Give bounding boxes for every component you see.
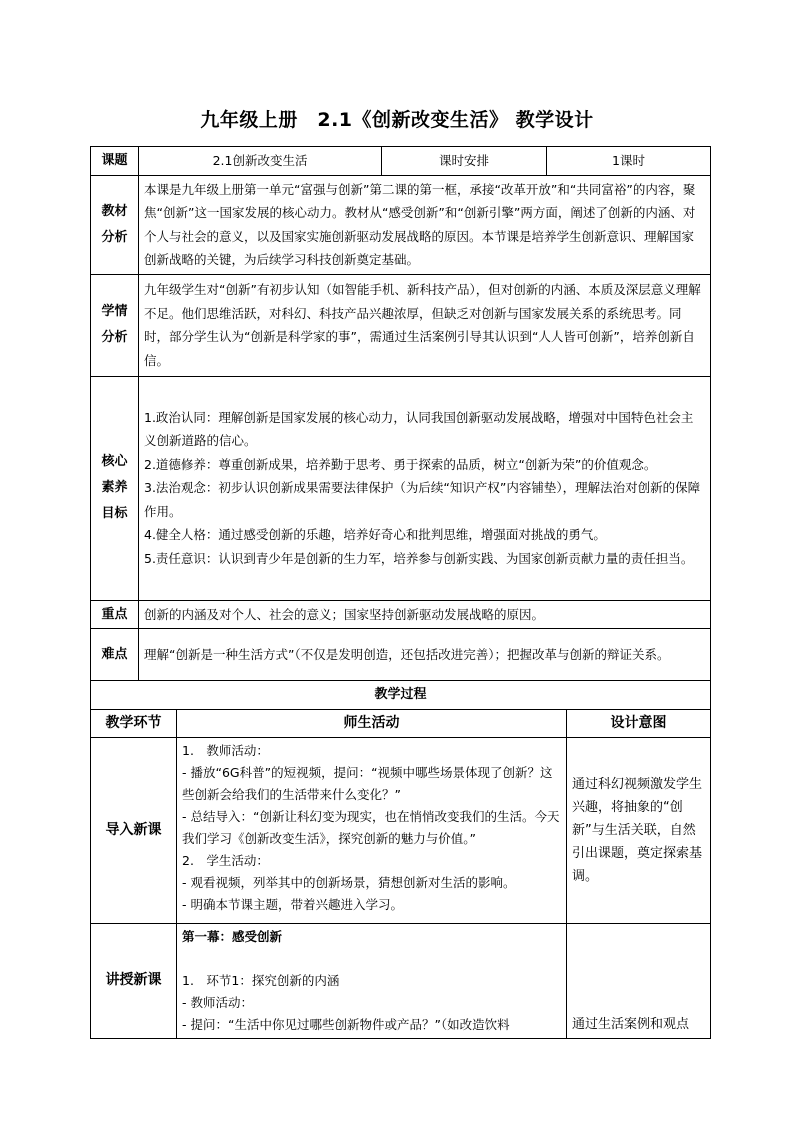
literacy-label-line3: 目标	[101, 506, 128, 521]
process-col-activity: 师生活动	[177, 709, 567, 738]
process-col-intent: 设计意图	[567, 709, 711, 738]
activity-line: 1. 环节1：探究创新的内涵	[182, 973, 340, 988]
activity-line: - 总结导入：“创新让科幻变为现实，也在悄悄改变我们的生活。今天我们学习《创新改变生活》，探究创新的魅力与价值。”	[182, 809, 560, 846]
schedule-value: 1课时	[547, 147, 711, 176]
material-label	[91, 175, 139, 274]
topic-label: 课题	[91, 147, 139, 176]
stage-lecture-intent: 通过生活案例和观点	[567, 924, 711, 1039]
literacy-label-line1: 核心	[101, 454, 128, 469]
topic-value: 2.1创新改变生活	[139, 147, 382, 176]
key-point-label: 重点	[91, 600, 139, 629]
difficulty-label: 难点	[91, 629, 139, 681]
literacy-label	[91, 376, 139, 600]
material-label-line1: 教材	[101, 203, 128, 219]
activity-line: 1. 教师活动：	[182, 743, 269, 758]
activity-line: - 观看视频，列举其中的创新场景，猜想创新对生活的影响。	[182, 875, 516, 890]
literacy-label-line2: 素养	[101, 480, 128, 495]
activity-line: - 提问：“生活中你见过哪些创新物件或产品？”（如改造饮料	[182, 1017, 510, 1032]
process-section-title: 教学过程	[91, 681, 711, 710]
literacy-goal-item: 3.法治观念：初步认识创新成果需要法律保护（为后续“知识产权”内容铺垫），理解法治对创新的保障作用。	[144, 480, 701, 519]
process-col-stage: 教学环节	[91, 709, 177, 738]
stage-intro-label: 导入新课	[91, 738, 177, 924]
difficulty-text: 理解“创新是一种生活方式”（不仅是发明创造，还包括改进完善）；把握改革与创新的辩证关系。	[139, 629, 711, 681]
literacy-goal-item: 4.健全人格：通过感受创新的乐趣，培养好奇心和批判思维，增强面对挑战的勇气。	[144, 527, 606, 543]
students-label-line2: 分析	[101, 330, 128, 345]
activity-line: 2. 学生活动：	[182, 853, 269, 868]
activity-line: - 教师活动：	[182, 995, 253, 1010]
stage-intro-intent: 通过科幻视频激发学生兴趣，将抽象的“创新”与生活关联，自然引出课题，奠定探索基调。	[567, 738, 711, 924]
literacy-goal-item: 5.责任意识：认识到青少年是创新的生力军，培养参与创新实践、为国家创新贡献力量的责任担当。	[144, 550, 694, 566]
literacy-goal-item: 2.道德修养：尊重创新成果，培养勤于思考、勇于探索的品质，树立“创新为荣”的价值观念。	[144, 456, 657, 472]
material-text: 本课是九年级上册第一单元“富强与创新”第二课的第一框，承接“改革开放”和“共同富裕”的内容，聚焦“创新”这一国家发展的核心动力。教材从“感受创新”和“创新引擎”两方面，阐述了创新的内涵、对个人与社会的意义，以及国家实施创新驱动发展战略的原因。本节课是培养学生创新意识、理解国家创新战略的关键，为后续学习科技创新奠定基础。	[139, 175, 711, 274]
lesson-plan-table	[90, 146, 710, 1039]
students-label	[91, 274, 139, 376]
students-label-line1: 学情	[101, 304, 128, 319]
activity-line	[182, 948, 561, 970]
literacy-goal-item: 1.政治认同：理解创新是国家发展的核心动力，认同我国创新驱动发展战略，增强对中国特色社会主义创新道路的信心。	[144, 409, 694, 449]
key-point-text: 创新的内涵及对个人、社会的意义；国家坚持创新驱动发展战略的原因。	[139, 600, 711, 629]
students-text: 九年级学生对“创新”有初步认知（如智能手机、新科技产品），但对创新的内涵、本质及深层意义理解不足。他们思维活跃，对科幻、科技产品兴趣浓厚，但缺乏对创新与国家发展关系的系统思考。同时，部分学生认为“创新是科学家的事”，需通过生活案例引导其认识到“人人皆可创新”，培养创新自信。	[139, 274, 711, 376]
schedule-label: 课时安排	[382, 147, 547, 176]
literacy-goals	[139, 376, 711, 600]
material-label-line2: 分析	[101, 229, 128, 245]
stage-intro-activity	[177, 738, 567, 924]
activity-line: - 播放“6G科普”的短视频，提问：“视频中哪些场景体现了创新？这些创新会给我们的生活带来什么变化？”	[182, 765, 553, 802]
stage-lecture-activity	[177, 924, 567, 1039]
activity-heading: 第一幕：感受创新	[182, 929, 283, 944]
activity-line: - 明确本节课主题，带着兴趣进入学习。	[182, 897, 403, 912]
stage-lecture-label: 讲授新课	[91, 924, 177, 1039]
page-title: 九年级上册 2.1《创新改变生活》 教学设计	[200, 109, 594, 131]
